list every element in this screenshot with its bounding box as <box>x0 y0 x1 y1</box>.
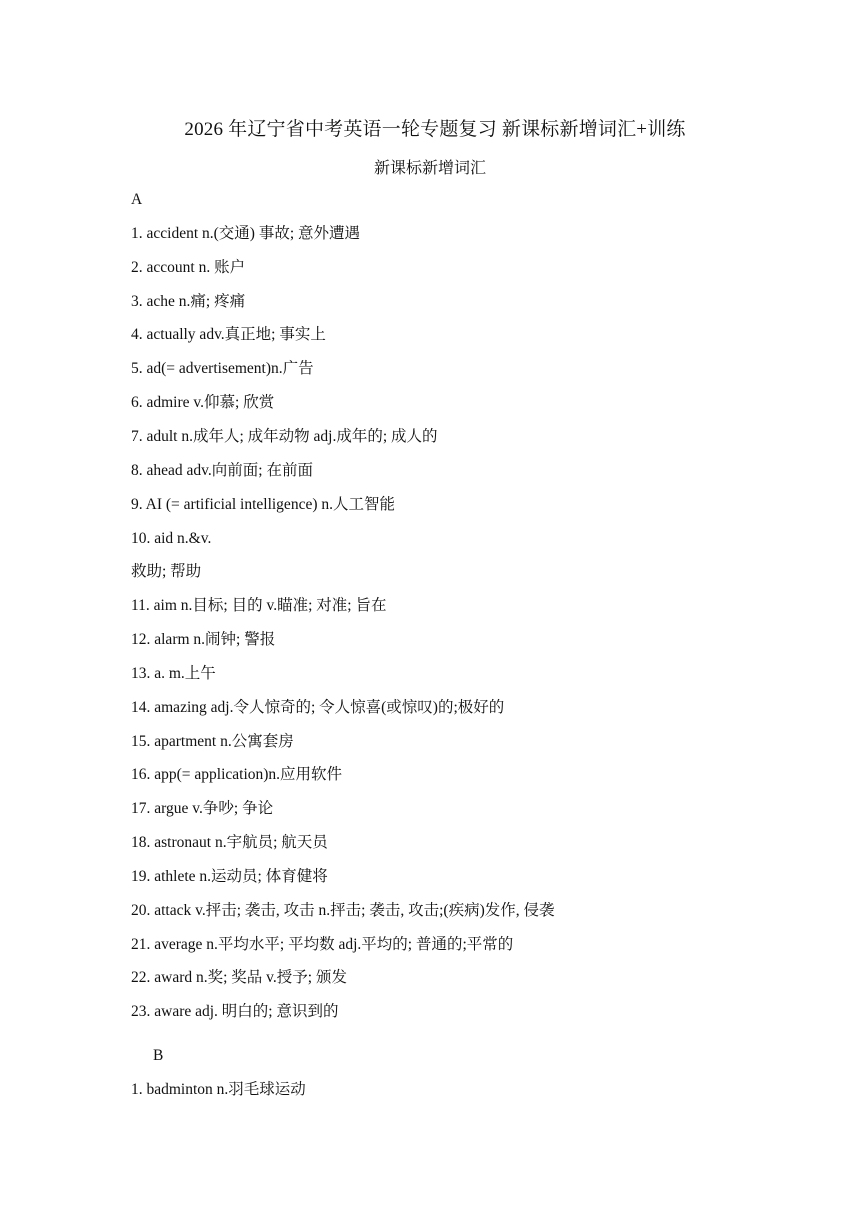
vocab-entry: 13. a. m.上午 <box>131 665 216 682</box>
vocab-entry: 10. aid n.&v. <box>131 530 212 547</box>
vocab-entry: 14. amazing adj.令人惊奇的; 令人惊喜(或惊叹)的;极好的 <box>131 699 505 716</box>
vocab-entry: 23. aware adj. 明白的; 意识到的 <box>131 1003 339 1020</box>
vocab-entry: 11. aim n.目标; 目的 v.瞄准; 对准; 旨在 <box>131 597 387 614</box>
vocab-entry: 7. adult n.成年人; 成年动物 adj.成年的; 成人的 <box>131 428 438 445</box>
vocab-entry: 15. apartment n.公寓套房 <box>131 733 294 750</box>
vocab-entry: 22. award n.奖; 奖品 v.授予; 颁发 <box>131 969 347 986</box>
vocab-entry: 20. attack v.抨击; 袭击, 攻击 n.抨击; 袭击, 攻击;(疾病)发作, 侵袭 <box>131 902 555 919</box>
vocab-entry: 6. admire v.仰慕; 欣赏 <box>131 394 275 411</box>
section-b-heading: B <box>153 1047 164 1064</box>
vocab-entry: 8. ahead adv.向前面; 在前面 <box>131 462 313 479</box>
document-title: 2026 年辽宁省中考英语一轮专题复习 新课标新增词汇+训练 <box>184 119 686 140</box>
vocab-entry: 16. app(= application)n.应用软件 <box>131 766 343 783</box>
vocab-entry: 17. argue v.争吵; 争论 <box>131 800 274 817</box>
section-a-heading: A <box>131 191 143 208</box>
section-subtitle: 新课标新增词汇 <box>373 160 486 177</box>
vocab-entry: 18. astronaut n.宇航员; 航天员 <box>131 834 328 851</box>
vocab-entry: 21. average n.平均水平; 平均数 adj.平均的; 普通的;平常的 <box>131 936 514 953</box>
vocab-entry: 9. AI (= artificial intelligence) n.人工智能 <box>131 496 395 513</box>
vocab-entry: 1. accident n.(交通) 事故; 意外遭遇 <box>131 225 361 242</box>
vocab-entry: 4. actually adv.真正地; 事实上 <box>131 326 326 343</box>
vocab-entry: 12. alarm n.闹钟; 警报 <box>131 631 276 648</box>
vocab-entry: 2. account n. 账户 <box>131 259 246 276</box>
vocab-entry-continuation: 救助; 帮助 <box>131 563 202 580</box>
vocab-entry: 3. ache n.痛; 疼痛 <box>131 293 246 310</box>
vocab-entry: 19. athlete n.运动员; 体育健将 <box>131 868 328 885</box>
vocab-entry: 1. badminton n.羽毛球运动 <box>131 1081 306 1098</box>
vocab-entry: 5. ad(= advertisement)n.广告 <box>131 360 314 377</box>
